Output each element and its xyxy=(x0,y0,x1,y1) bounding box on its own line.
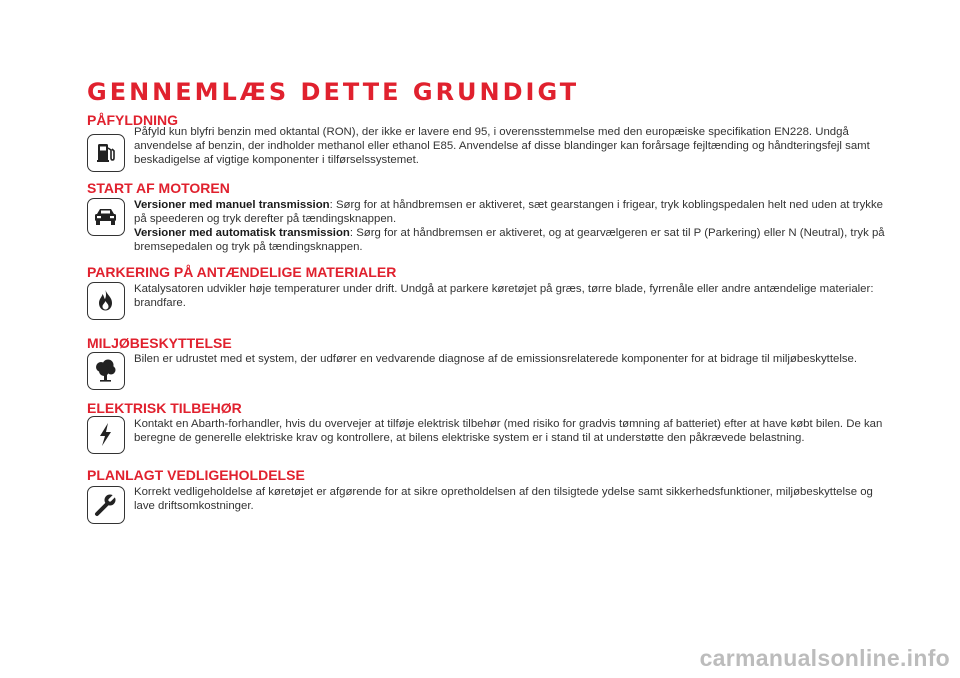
section-heading: PARKERING PÅ ANTÆNDELIGE MATERIALER xyxy=(87,264,397,280)
section-text: Bilen er udrustet med et system, der udfører en vedvarende diagnose af de emissionsrelaterede komponenter for at bidrage til miljøbeskyttelse. xyxy=(134,353,858,365)
flame-icon xyxy=(87,282,125,320)
manual-version-label: Versioner med manuel transmission xyxy=(134,199,330,211)
section-text: Påfyld kun blyfri benzin med oktantal (RON), der ikke er lavere end 95, i overensstemmelse med den europæiske specifikation EN228. Undgå anvendelse af benzin, der indholder methanol eller ethanol E85. Anvendelse af disse blandinger kan forårsage fejltænding og håndteringsfejl samt beskadigelse af vigtige komponenter i tilførselssystemet. xyxy=(134,126,870,166)
fuel-pump-icon xyxy=(87,134,125,172)
section-parking xyxy=(87,264,887,309)
section-heading: ELEKTRISK TILBEHØR xyxy=(87,400,242,416)
section-heading: START AF MOTOREN xyxy=(87,180,230,196)
manual-version-text: : Sørg for at håndbremsen er aktiveret, sæt gearstangen i frigear, tryk koblingspedalen helt ned uden at trykke på speederen og tryk derefter på tændingsknappen. xyxy=(134,199,883,225)
section-text: Kontakt en Abarth-forhandler, hvis du overvejer at tilføje elektrisk tilbehør (med risiko for gradvis tømning af batteriet) efter at have købt bilen. De kan beregne de generelle elektriske krav og kontrollere, at bilens elektriske system er i stand til at understøtte den påkrævede belastning. xyxy=(134,418,883,444)
section-text: Katalysatoren udvikler høje temperaturer under drift. Undgå at parkere køretøjet på græs, tørre blade, fyrrenåle eller andre antændelige materialer: brandfare. xyxy=(134,283,874,309)
watermark: carmanualsonline.info xyxy=(699,645,950,671)
tree-icon xyxy=(87,352,125,390)
page-title: GENNEMLÆS DETTE GRUNDIGT xyxy=(87,78,580,106)
section-heading: PLANLAGT VEDLIGEHOLDELSE xyxy=(87,467,305,483)
automatic-version-text: : Sørg for at håndbremsen er aktiveret, og at gearvælgeren er sat til P (Parkering) eller N (Neutral), tryk på bremsepedalen og tryk på tændingsknappen. xyxy=(134,227,885,253)
section-scheduled-maintenance xyxy=(87,467,887,512)
section-engine-start xyxy=(87,180,887,253)
automatic-version-label: Versioner med automatisk transmission xyxy=(134,227,350,239)
wrench-icon xyxy=(87,486,125,524)
section-electrical-accessories xyxy=(87,400,887,444)
section-text xyxy=(134,198,887,254)
section-heading: PÅFYLDNING xyxy=(87,112,178,128)
section-heading: MILJØBESKYTTELSE xyxy=(87,335,232,351)
section-environment xyxy=(87,335,887,365)
lightning-icon xyxy=(87,416,125,454)
section-text: Korrekt vedligeholdelse af køretøjet er afgørende for at sikre opretholdelsen af den tilsigtede ydelse samt sikkerhedsfunktioner, miljøbeskyttelse og lave driftsomkostninger. xyxy=(134,486,873,512)
section-refueling xyxy=(87,112,887,166)
car-icon xyxy=(87,198,125,236)
